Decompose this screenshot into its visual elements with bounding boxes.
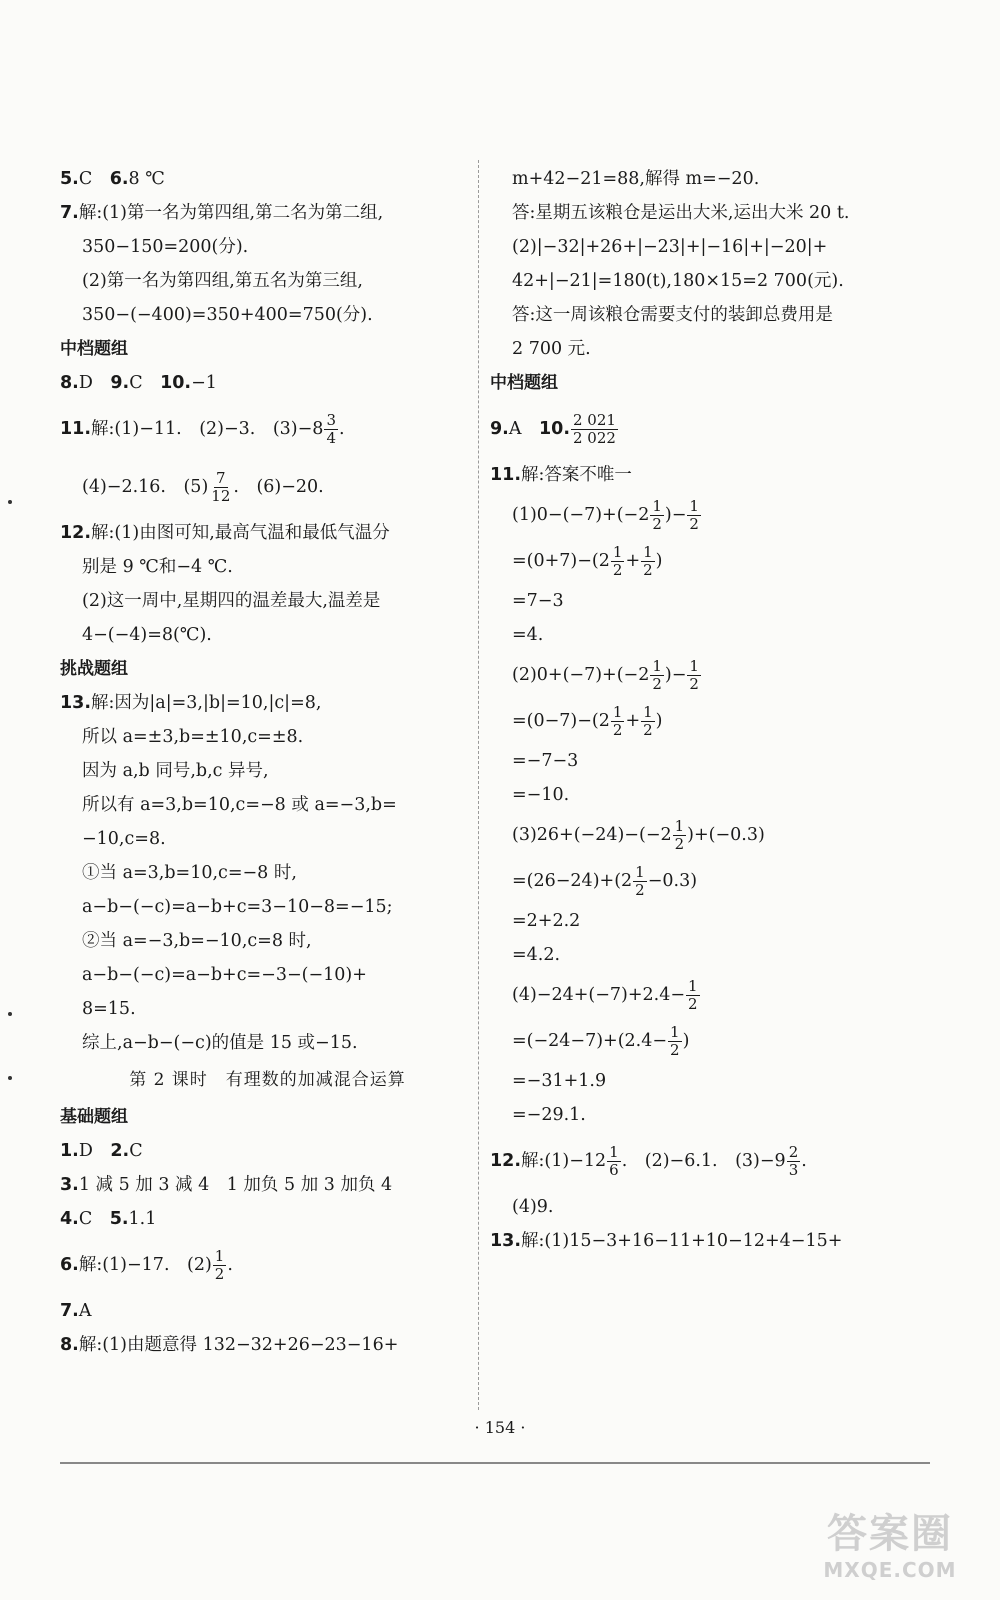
section-heading: 中档题组 [490, 373, 558, 393]
section-heading: 基础题组 [60, 1107, 128, 1127]
answer-line: 13.解:(1)15−3+16−11+10−12+4−15+ [490, 1231, 843, 1251]
answer-line: ①当 a=3,b=10,c=−8 时, [82, 863, 297, 883]
equation-line: (1)0−(−7)+(−2 $\frac{1}{2}$ )− $\frac{1}{2}$ [512, 497, 699, 533]
answer-line: 答:这一周该粮仓需要支付的装卸总费用是 [512, 305, 833, 325]
answer-line: 42+|−21|=180(t),180×15=2 700(元). [512, 271, 844, 291]
binding-mark [8, 1076, 12, 1080]
fraction: $\frac{1}{2}$ [689, 657, 699, 693]
equation-line: =(0−7)−(2 $\frac{1}{2}$ + $\frac{1}{2}$ ) [512, 703, 663, 739]
answer-line: a−b−(−c)=a−b+c=3−10−8=−15; [82, 897, 393, 917]
equation-line: =−29.1. [512, 1105, 586, 1125]
answer-line: 12.解:(1)由图可知,最高气温和最低气温分 [60, 523, 390, 543]
equation-line: =7−3 [512, 591, 564, 611]
answer-line: 9.A 10. $\frac{2 021}{2 022}$ [490, 411, 616, 447]
section-heading: 挑战题组 [60, 659, 128, 679]
equation-line: =4.2. [512, 945, 561, 965]
right-column [490, 162, 930, 1258]
fraction: $\frac{1}{2}$ [643, 703, 653, 739]
equation-line: (2)0+(−7)+(−2 $\frac{1}{2}$ )− $\frac{1}{2}$ [512, 657, 699, 693]
answer-line: 8.D 9.C 10.−1 [60, 373, 217, 393]
answer-line: 350−(−400)=350+400=750(分). [82, 305, 373, 325]
answer-line: 2 700 元. [512, 339, 591, 359]
fraction: $\frac{1}{2}$ [214, 1247, 225, 1283]
answer-line: (2)|−32|+26+|−23|+|−16|+|−20|+ [512, 237, 828, 257]
answer-line: (2)这一周中,星期四的温差最大,温差是 [82, 591, 381, 611]
answer-line: 综上,a−b−(−c)的值是 15 或−15. [82, 1033, 358, 1053]
equation-line: =2+2.2 [512, 911, 581, 931]
answer-line: 7.解:(1)第一名为第四组,第二名为第二组, [60, 203, 384, 223]
equation-line: =−10. [512, 785, 570, 805]
column-divider [478, 160, 479, 1410]
answer-line: 所以有 a=3,b=10,c=−8 或 a=−3,b= [82, 795, 397, 815]
answer-line: 别是 9 ℃和−4 ℃. [82, 557, 233, 577]
answer-line: m+42−21=88,解得 m=−20. [512, 169, 760, 189]
fraction: $\frac{1}{2}$ [674, 817, 685, 853]
answer-line: 因为 a,b 同号,b,c 异号, [82, 761, 269, 781]
fraction: $\frac{1}{2}$ [670, 1023, 680, 1059]
equation-line: =(0+7)−(2 $\frac{1}{2}$ + $\frac{1}{2}$ ) [512, 543, 663, 579]
equation-line: =4. [512, 625, 544, 645]
answer-line: 5.C 6.8 ℃ [60, 169, 165, 189]
answer-line: 350−150=200(分). [82, 237, 249, 257]
fraction: $\frac{3}{4}$ [326, 411, 336, 447]
fraction: $\frac{1}{2}$ [688, 977, 698, 1013]
answer-line: 6.解:(1)−17. (2) $\frac{1}{2}$ . [60, 1247, 233, 1283]
equation-line: =−31+1.9 [512, 1071, 607, 1091]
fraction: $\frac{1}{2}$ [652, 657, 662, 693]
answer-line: 答:星期五该粮仓是运出大米,运出大米 20 t. [512, 203, 850, 223]
answer-line: 11.解:(1)−11. (2)−3. (3)−8 $\frac{3}{4}$ . [60, 411, 345, 447]
fraction: $\frac{2}{3}$ [788, 1143, 799, 1179]
equation-line: =−7−3 [512, 751, 579, 771]
answer-line: 3.1 减 5 加 3 减 4 1 加负 5 加 3 加负 4 [60, 1175, 393, 1195]
left-column [60, 162, 475, 1362]
equation-line: =(−24−7)+(2.4− $\frac{1}{2}$ ) [512, 1023, 690, 1059]
binding-mark [8, 500, 12, 504]
answer-line: (2)第一名为第四组,第五名为第三组, [82, 271, 363, 291]
section-heading: 中档题组 [60, 339, 128, 359]
answer-line: 11.解:答案不唯一 [490, 465, 632, 485]
fraction: $\frac{1}{2}$ [643, 543, 653, 579]
answer-line: (4)9. [512, 1197, 554, 1217]
equation-line: =(26−24)+(2 $\frac{1}{2}$ −0.3) [512, 863, 698, 899]
answer-line: 1.D 2.C [60, 1141, 143, 1161]
fraction: $\frac{1}{6}$ [609, 1143, 619, 1179]
answer-line: 8=15. [82, 999, 136, 1019]
fraction: $\frac{2 021}{2 022}$ [572, 411, 616, 447]
fraction: $\frac{1}{2}$ [689, 497, 699, 533]
equation-line: (4)−24+(−7)+2.4− $\frac{1}{2}$ [512, 977, 698, 1013]
binding-mark [8, 1012, 12, 1016]
fraction: $\frac{7}{12}$ [211, 469, 231, 505]
answer-line: −10,c=8. [82, 829, 166, 849]
answer-line: a−b−(−c)=a−b+c=−3−(−10)+ [82, 965, 367, 985]
footer-rule [60, 1462, 930, 1464]
answer-line: 8.解:(1)由题意得 132−32+26−23−16+ [60, 1335, 399, 1355]
answer-line: 4−(−4)=8(℃). [82, 625, 212, 645]
answer-line: ②当 a=−3,b=−10,c=8 时, [82, 931, 312, 951]
fraction: $\frac{1}{2}$ [635, 863, 645, 899]
fraction: $\frac{1}{2}$ [652, 497, 662, 533]
equation-line: (3)26+(−24)−(−2 $\frac{1}{2}$ )+(−0.3) [512, 817, 765, 853]
fraction: $\frac{1}{2}$ [612, 703, 623, 739]
answer-line: (4)−2.16. (5) $\frac{7}{12}$ . (6)−20. [82, 469, 324, 505]
lesson-title: 第 2 课时 有理数的加减混合运算 [129, 1070, 406, 1090]
answer-line: 13.解:因为|a|=3,|b|=10,|c|=8, [60, 693, 322, 713]
watermark-logo: 答案圈 MXQE.COM [823, 1511, 957, 1582]
answer-line: 4.C 5.1.1 [60, 1209, 157, 1229]
answer-line: 7.A [60, 1301, 92, 1321]
answer-line: 所以 a=±3,b=±10,c=±8. [82, 727, 304, 747]
answer-line: 12.解:(1)−12 $\frac{1}{6}$ . (2)−6.1. (3)−9 $\frac{2}{3}$ . [490, 1143, 807, 1179]
page-number: · 154 · [474, 1418, 526, 1437]
fraction: $\frac{1}{2}$ [612, 543, 623, 579]
